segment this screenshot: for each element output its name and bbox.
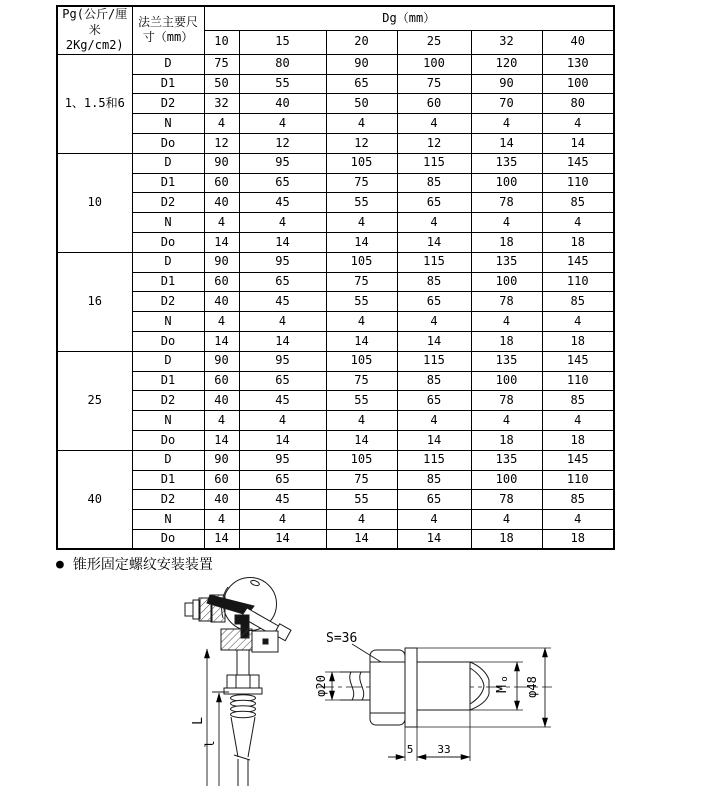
table-row xyxy=(57,114,614,134)
row-label-cell: Do xyxy=(132,232,204,252)
value-cell: 105 xyxy=(326,450,397,470)
value-cell: 12 xyxy=(397,133,471,153)
value-cell: 32 xyxy=(204,94,239,114)
value-cell: 14 xyxy=(326,232,397,252)
value-cell: 55 xyxy=(239,74,326,94)
table-row xyxy=(57,94,614,114)
m-label: M xyxy=(495,685,510,693)
value-cell: 14 xyxy=(471,133,542,153)
flange-dimensions-table xyxy=(56,5,615,550)
value-cell: 40 xyxy=(204,490,239,510)
row-label-cell: D2 xyxy=(132,193,204,213)
table-row xyxy=(57,490,614,510)
value-cell: 14 xyxy=(204,529,239,549)
value-cell: 4 xyxy=(397,312,471,332)
table-row xyxy=(57,54,614,74)
value-cell: 4 xyxy=(204,213,239,233)
table-row xyxy=(57,430,614,450)
value-cell: 60 xyxy=(204,470,239,490)
value-cell: 100 xyxy=(471,371,542,391)
value-cell: 4 xyxy=(326,312,397,332)
row-label-cell: D xyxy=(132,351,204,371)
table-row xyxy=(57,292,614,312)
stub-break xyxy=(350,672,354,700)
value-cell: 145 xyxy=(542,252,614,272)
row-label-cell: N xyxy=(132,312,204,332)
value-cell: 40 xyxy=(239,94,326,114)
row-label-cell: D xyxy=(132,153,204,173)
value-cell: 4 xyxy=(239,411,326,431)
value-cell: 18 xyxy=(471,529,542,549)
value-cell: 4 xyxy=(204,114,239,134)
value-cell: 4 xyxy=(397,213,471,233)
terminal-dot xyxy=(263,639,268,644)
value-cell: 4 xyxy=(239,510,326,530)
table-row xyxy=(57,193,614,213)
value-cell: 14 xyxy=(326,331,397,351)
value-cell: 50 xyxy=(326,94,397,114)
flange-table-body xyxy=(57,54,614,549)
value-cell: 135 xyxy=(471,351,542,371)
value-cell: 105 xyxy=(326,252,397,272)
value-cell: 105 xyxy=(326,153,397,173)
row-label-cell: D xyxy=(132,252,204,272)
value-cell: 90 xyxy=(471,74,542,94)
value-cell: 100 xyxy=(542,74,614,94)
dimension-l-label: l xyxy=(203,740,217,748)
value-cell: 4 xyxy=(542,213,614,233)
phi20-label: φ20 xyxy=(314,675,328,697)
value-cell: 65 xyxy=(397,193,471,213)
row-label-cell: D2 xyxy=(132,94,204,114)
value-cell: 55 xyxy=(326,292,397,312)
value-cell: 95 xyxy=(239,153,326,173)
pg-header-cell: Pg(公斤/厘米2Kg/cm2) xyxy=(57,6,132,54)
row-label-cell: N xyxy=(132,213,204,233)
value-cell: 4 xyxy=(326,213,397,233)
value-cell: 65 xyxy=(239,272,326,292)
value-cell: 55 xyxy=(326,391,397,411)
value-cell: 85 xyxy=(397,470,471,490)
table-row xyxy=(57,391,614,411)
value-cell: 110 xyxy=(542,173,614,193)
value-cell: 55 xyxy=(326,193,397,213)
nut-flange xyxy=(224,688,262,694)
value-cell: 4 xyxy=(542,312,614,332)
table-row xyxy=(57,351,614,371)
value-cell: 95 xyxy=(239,450,326,470)
value-cell: 70 xyxy=(471,94,542,114)
value-cell: 115 xyxy=(397,450,471,470)
value-cell: 100 xyxy=(397,54,471,74)
value-cell: 145 xyxy=(542,153,614,173)
value-cell: 4 xyxy=(471,411,542,431)
value-cell: 4 xyxy=(397,510,471,530)
value-cell: 4 xyxy=(542,510,614,530)
value-cell: 55 xyxy=(326,490,397,510)
row-label-cell: Do xyxy=(132,430,204,450)
value-cell: 85 xyxy=(542,292,614,312)
value-cell: 78 xyxy=(471,391,542,411)
value-cell: 60 xyxy=(204,371,239,391)
value-cell: 110 xyxy=(542,272,614,292)
probe-taper xyxy=(231,717,238,757)
hex-nut xyxy=(227,675,259,688)
value-cell: 50 xyxy=(204,74,239,94)
flange-collar xyxy=(405,648,417,727)
value-cell: 65 xyxy=(397,490,471,510)
value-cell: 14 xyxy=(397,331,471,351)
row-label-cell: N xyxy=(132,114,204,134)
value-cell: 65 xyxy=(239,371,326,391)
table-row xyxy=(57,133,614,153)
value-cell: 4 xyxy=(204,510,239,530)
value-cell: 80 xyxy=(542,94,614,114)
value-cell: 45 xyxy=(239,391,326,411)
value-cell: 45 xyxy=(239,193,326,213)
row-label-cell: D2 xyxy=(132,490,204,510)
value-cell: 14 xyxy=(397,529,471,549)
row-label-cell: Do xyxy=(132,529,204,549)
row-label-cell: N xyxy=(132,411,204,431)
value-cell: 90 xyxy=(204,252,239,272)
value-cell: 4 xyxy=(239,312,326,332)
thread-tip-inner xyxy=(470,668,484,704)
value-cell: 14 xyxy=(239,529,326,549)
value-cell: 85 xyxy=(542,490,614,510)
pg-group-cell: 1、1.5和6 xyxy=(57,54,132,153)
row-label-cell: D1 xyxy=(132,470,204,490)
pg-group-cell: 40 xyxy=(57,450,132,549)
value-cell: 145 xyxy=(542,351,614,371)
value-cell: 75 xyxy=(326,272,397,292)
value-cell: 4 xyxy=(471,114,542,134)
value-cell: 18 xyxy=(471,430,542,450)
value-cell: 135 xyxy=(471,252,542,272)
pg-group-cell: 16 xyxy=(57,252,132,351)
value-cell: 4 xyxy=(397,411,471,431)
value-cell: 14 xyxy=(397,232,471,252)
value-cell: 90 xyxy=(204,351,239,371)
dim33-label: 33 xyxy=(437,743,451,756)
bullet-icon: ● xyxy=(56,556,64,572)
value-cell: 78 xyxy=(471,292,542,312)
table-row xyxy=(57,173,614,193)
row-label-cell: D xyxy=(132,54,204,74)
row-label-cell: D1 xyxy=(132,74,204,94)
value-cell: 85 xyxy=(397,371,471,391)
row-label-cell: Do xyxy=(132,331,204,351)
value-cell: 100 xyxy=(471,272,542,292)
section-title-text: 锥形固定螺纹安装装置 xyxy=(72,557,213,573)
value-cell: 100 xyxy=(471,173,542,193)
dg-col-40: 40 xyxy=(542,30,614,54)
value-cell: 80 xyxy=(239,54,326,74)
table-row xyxy=(57,312,614,332)
phi48-label: φ48 xyxy=(525,676,539,698)
value-cell: 18 xyxy=(471,232,542,252)
value-cell: 4 xyxy=(326,114,397,134)
value-cell: 18 xyxy=(471,331,542,351)
value-cell: 40 xyxy=(204,193,239,213)
value-cell: 115 xyxy=(397,351,471,371)
value-cell: 14 xyxy=(326,430,397,450)
dg-col-10: 10 xyxy=(204,30,239,54)
value-cell: 100 xyxy=(471,470,542,490)
table-row xyxy=(57,450,614,470)
value-cell: 90 xyxy=(326,54,397,74)
value-cell: 85 xyxy=(397,272,471,292)
value-cell: 14 xyxy=(239,232,326,252)
value-cell: 12 xyxy=(326,133,397,153)
value-cell: 4 xyxy=(471,312,542,332)
row-label-cell: D1 xyxy=(132,272,204,292)
row-label-cell: D1 xyxy=(132,371,204,391)
row-label-cell: D xyxy=(132,450,204,470)
m-sub-label: o xyxy=(500,676,510,682)
value-cell: 78 xyxy=(471,193,542,213)
dg-col-20: 20 xyxy=(326,30,397,54)
value-cell: 65 xyxy=(397,292,471,312)
value-cell: 45 xyxy=(239,490,326,510)
table-row xyxy=(57,252,614,272)
value-cell: 65 xyxy=(326,74,397,94)
value-cell: 95 xyxy=(239,252,326,272)
value-cell: 40 xyxy=(204,292,239,312)
table-row xyxy=(57,74,614,94)
value-cell: 130 xyxy=(542,54,614,74)
s36-label: S=36 xyxy=(326,631,358,646)
value-cell: 14 xyxy=(204,430,239,450)
value-cell: 75 xyxy=(326,371,397,391)
table-row xyxy=(57,411,614,431)
value-cell: 78 xyxy=(471,490,542,510)
value-cell: 12 xyxy=(204,133,239,153)
value-cell: 14 xyxy=(542,133,614,153)
value-cell: 110 xyxy=(542,470,614,490)
dg-col-25: 25 xyxy=(397,30,471,54)
value-cell: 115 xyxy=(397,153,471,173)
installation-device-drawing xyxy=(0,545,721,786)
table-row xyxy=(57,371,614,391)
value-cell: 14 xyxy=(204,232,239,252)
table-header-row xyxy=(57,6,614,30)
value-cell: 60 xyxy=(204,173,239,193)
dg-col-15: 15 xyxy=(239,30,326,54)
table-row xyxy=(57,213,614,233)
value-cell: 120 xyxy=(471,54,542,74)
probe-taper xyxy=(248,717,255,757)
value-cell: 115 xyxy=(397,252,471,272)
value-cell: 18 xyxy=(542,529,614,549)
value-cell: 4 xyxy=(471,213,542,233)
thermocouple-figure xyxy=(185,578,291,786)
table-row xyxy=(57,232,614,252)
table-row xyxy=(57,470,614,490)
value-cell: 4 xyxy=(204,411,239,431)
table-row xyxy=(57,510,614,530)
value-cell: 65 xyxy=(397,391,471,411)
value-cell: 14 xyxy=(239,331,326,351)
value-cell: 75 xyxy=(326,470,397,490)
value-cell: 18 xyxy=(542,232,614,252)
value-cell: 4 xyxy=(326,411,397,431)
row-label-cell: N xyxy=(132,510,204,530)
value-cell: 14 xyxy=(239,430,326,450)
value-cell: 105 xyxy=(326,351,397,371)
value-cell: 85 xyxy=(542,391,614,411)
value-cell: 4 xyxy=(542,411,614,431)
pg-group-cell: 10 xyxy=(57,153,132,252)
value-cell: 4 xyxy=(397,114,471,134)
dimension-L-label: L xyxy=(191,717,206,725)
row-label-cell: D1 xyxy=(132,173,204,193)
fitting-section-figure xyxy=(318,644,552,761)
value-cell: 4 xyxy=(239,114,326,134)
value-cell: 14 xyxy=(397,430,471,450)
hex-body xyxy=(370,650,405,725)
value-cell: 4 xyxy=(326,510,397,530)
table-row xyxy=(57,153,614,173)
value-cell: 75 xyxy=(326,173,397,193)
value-cell: 75 xyxy=(397,74,471,94)
value-cell: 18 xyxy=(542,331,614,351)
value-cell: 4 xyxy=(471,510,542,530)
value-cell: 65 xyxy=(239,173,326,193)
value-cell: 90 xyxy=(204,153,239,173)
value-cell: 135 xyxy=(471,450,542,470)
value-cell: 75 xyxy=(204,54,239,74)
value-cell: 4 xyxy=(239,213,326,233)
value-cell: 40 xyxy=(204,391,239,411)
value-cell: 14 xyxy=(326,529,397,549)
value-cell: 110 xyxy=(542,371,614,391)
dim5-label: 5 xyxy=(406,743,414,756)
value-cell: 4 xyxy=(542,114,614,134)
value-cell: 135 xyxy=(471,153,542,173)
value-cell: 60 xyxy=(397,94,471,114)
table-row xyxy=(57,272,614,292)
stub-break xyxy=(360,672,364,700)
value-cell: 90 xyxy=(204,450,239,470)
thread-tip xyxy=(470,662,489,710)
pg-group-cell: 25 xyxy=(57,351,132,450)
value-cell: 18 xyxy=(542,430,614,450)
table-row xyxy=(57,331,614,351)
value-cell: 12 xyxy=(239,133,326,153)
row-label-cell: D2 xyxy=(132,292,204,312)
row-label-cell: D2 xyxy=(132,391,204,411)
value-cell: 85 xyxy=(542,193,614,213)
flange-size-header-cell: 法兰主要尺寸（mm） xyxy=(132,6,204,54)
thread-section xyxy=(417,662,470,710)
value-cell: 65 xyxy=(239,470,326,490)
thread-ring xyxy=(231,711,256,717)
value-cell: 95 xyxy=(239,351,326,371)
mounting-block xyxy=(221,629,252,650)
value-cell: 45 xyxy=(239,292,326,312)
row-label-cell: Do xyxy=(132,133,204,153)
value-cell: 4 xyxy=(204,312,239,332)
value-cell: 14 xyxy=(204,331,239,351)
value-cell: 60 xyxy=(204,272,239,292)
value-cell: 85 xyxy=(397,173,471,193)
value-cell: 145 xyxy=(542,450,614,470)
dg-header-cell: Dg（mm） xyxy=(204,6,614,30)
dg-col-32: 32 xyxy=(471,30,542,54)
